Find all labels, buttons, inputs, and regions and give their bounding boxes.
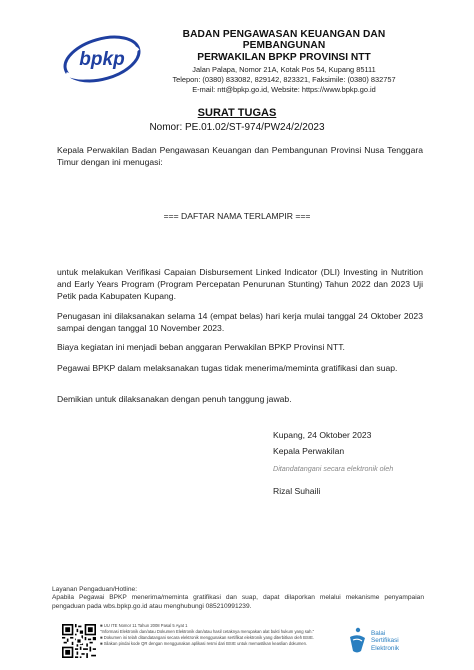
purpose-paragraph: untuk melakukan Verifikasi Capaian Disbursement Linked Indicator (DLI) Investing in Nutrition and Early Years Program (Program Percepatan Penurunan Stunting) Tahun 2022 dan 2023 Uji Petik pada Kabupaten Kupang.	[57, 267, 423, 302]
signature-place-date: Kupang, 24 Oktober 2023	[273, 430, 372, 440]
signature-position: Kepala Perwakilan	[273, 446, 345, 456]
budget-paragraph: Biaya kegiatan ini menjadi beban anggaran Perwakilan BPKP Provinsi NTT.	[57, 342, 345, 352]
document-title: SURAT TUGAS	[197, 107, 277, 119]
signatory-name: Rizal Suhaili	[273, 486, 321, 496]
bsre-logo-icon	[346, 627, 368, 655]
duration-paragraph: Penugasan ini dilaksanakan selama 14 (empat belas) hari kerja mulai tanggal 24 Oktober 2023 sampai dengan tanggal 10 November 2023.	[57, 311, 423, 334]
closing-paragraph: Demikian untuk dilaksanakan dengan penuh tanggung jawab.	[57, 394, 292, 404]
bsre-label-line3: Elektronik	[371, 644, 400, 652]
hotline-title: Layanan Pengaduan/Hotline:	[52, 586, 138, 593]
document-title-block	[0, 107, 474, 133]
letterhead	[146, 29, 422, 96]
legal-notes	[100, 623, 340, 647]
bsre-label-line2: Sertifikasi	[371, 637, 399, 645]
qr-code	[62, 624, 96, 658]
org-email: E-mail: ntt@bpkp.go.id, Website: https://www.bpkp.go.id	[192, 85, 376, 95]
document-number: Nomor: PE.01.02/ST-974/PW24/2/2023	[149, 122, 325, 133]
org-phone: Telepon: (0380) 833082, 829142, 823321, Faksimile: (0380) 832757	[172, 75, 396, 85]
legal-note-1: ■ UU ITE Nomor 11 Tahun 2008 Pasal 5 Ayat 1	[100, 623, 188, 628]
integrity-paragraph: Pegawai BPKP dalam melaksanakan tugas tidak menerima/meminta gratifikasi dan suap.	[57, 363, 398, 373]
legal-note-4: ■ Silakan pindai kode QR dengan menggunakan aplikasi resmi dari BSrE untuk memastikan keaslian dokumen.	[100, 640, 308, 646]
electronic-signature-note: Ditandatangani secara elektronik oleh	[273, 464, 394, 473]
bpkp-logo	[58, 26, 144, 88]
hotline-text: Apabila Pegawai BPKP menerima/meminta gratifikasi dan suap, dapat dilaporkan melalui mekanisme penyampaian pengaduan pada wbs.bpkp.go.id atau menghubungi 085210991239.	[52, 594, 424, 610]
org-name: BADAN PENGAWASAN KEUANGAN DAN PEMBANGUNAN	[182, 29, 386, 51]
org-address: Jalan Palapa, Nomor 21A, Kotak Pos 54, Kupang 85111	[192, 65, 376, 74]
bsre-label-line1: Balai	[371, 630, 386, 637]
intro-paragraph: Kepala Perwakilan Badan Pengawasan Keuangan dan Pembangunan Provinsi Nusa Tenggara Timur dengan ini menugasi:	[57, 145, 423, 168]
legal-note-3: ■ Dokumen ini telah ditandatangani secara elektronik menggunakan sertifikat elektronik yang diterbitkan oleh BSrE.	[100, 634, 315, 640]
org-branch: PERWAKILAN BPKP PROVINSI NTT	[197, 52, 371, 63]
bsre-label	[371, 630, 399, 652]
name-list-placeholder: === DAFTAR NAMA TERLAMPIR ===	[163, 211, 311, 221]
logo-wordmark: bpkp	[79, 49, 125, 70]
legal-note-2: "Informasi Elektronik dan/atau Dokumen Elektronik dan/atau hasil cetaknya merupakan alat bukti hukum yang sah."	[100, 628, 315, 634]
